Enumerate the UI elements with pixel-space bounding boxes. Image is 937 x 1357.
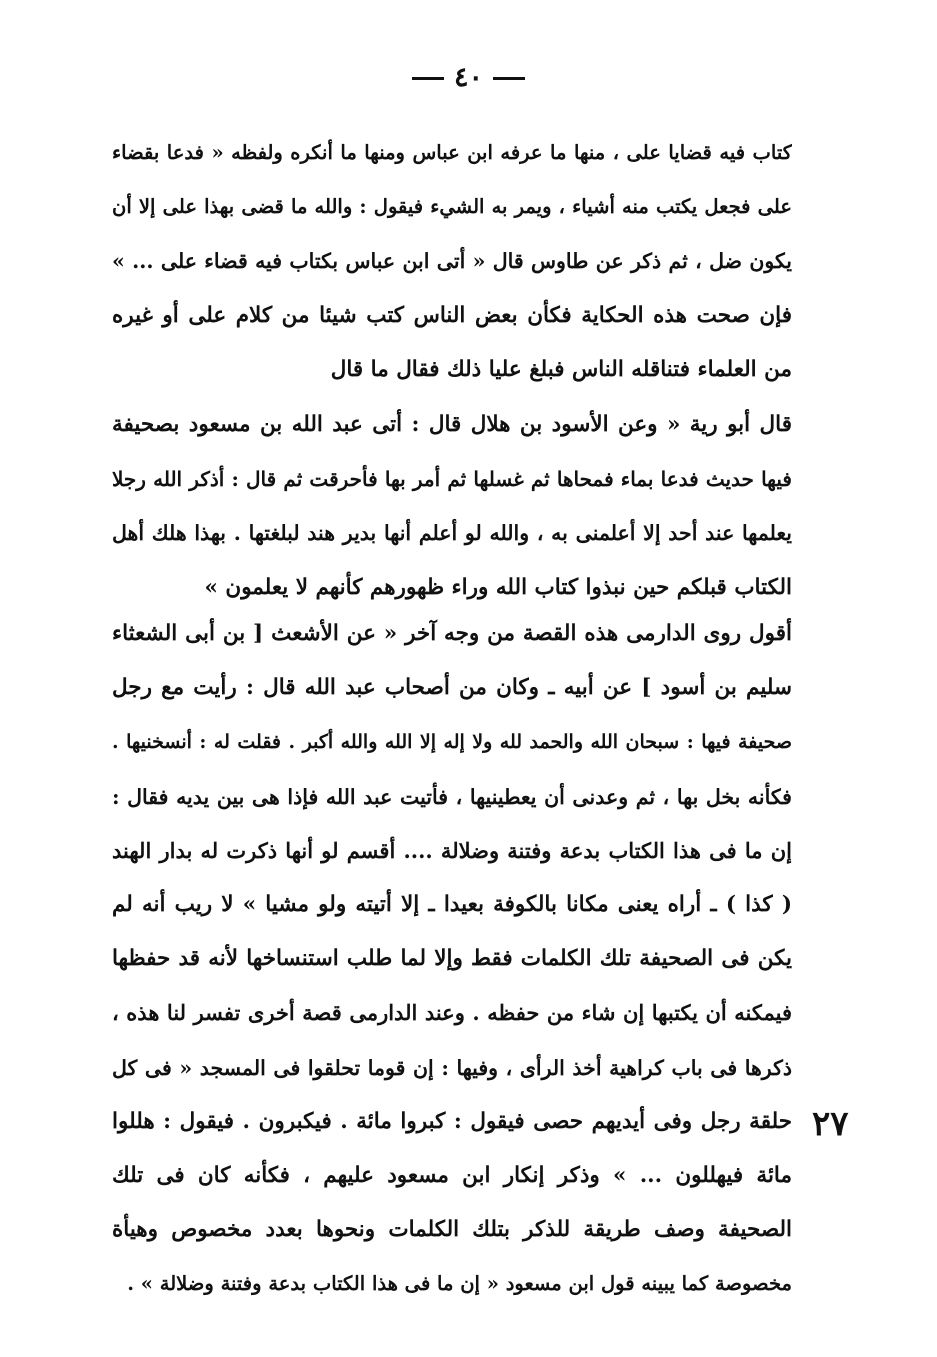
paragraph-1 [112, 126, 792, 397]
paragraph-line: حلقة رجل وفى أيديهم حصى فيقول : كبروا مائة . فيكبرون . فيقول : هللوا [112, 1108, 792, 1134]
paragraph-line: فيها حديث فدعا بماء فمحاها ثم غسلها ثم أمر بها فأحرقت ثم قال : أذكر الله رجلا [112, 467, 792, 492]
paragraph-line: على فجعل يكتب منه أشياء ، ويمر به الشيء فيقول : والله ما قضى بهذا على إلا أن [112, 195, 792, 219]
page-number [0, 62, 937, 93]
page-number-dash-right [493, 77, 525, 80]
paragraph-line: فكأنه بخل بها ، ثم وعدنى أن يعطينيها ، فأتيت عبد الله فإذا هى بين يديه فقال : [112, 784, 792, 809]
paragraph-line: فيمكنه أن يكتبها إن شاء من حفظه . وعند الدارمى قصة أخرى تفسر لنا هذه ، [112, 1000, 792, 1026]
paragraph-line: مخصوصة كما يبينه قول ابن مسعود « إن ما فى هذا الكتاب بدعة وفتنة وضلالة » . [127, 1272, 792, 1296]
paragraph-line: كتاب فيه قضايا على ، منها ما عرفه ابن عباس ومنها ما أنكره ولفظه « فدعا بقضاء [112, 141, 792, 164]
paragraph-line: ( كذا ) ـ أراه يعنى مكانا بالكوفة بعيدا ـ إلا أتيته ولو مشيا » لا ريب أنه لم [112, 892, 792, 918]
paragraph-line: قال أبو رية « وعن الأسود بن هلال قال : أتى عبد الله بن مسعود بصحيفة [112, 412, 792, 437]
paragraph-line: ذكرها فى باب كراهية أخذ الرأى ، وفيها : إن قوما تحلقوا فى المسجد « فى كل [112, 1055, 792, 1080]
paragraph-line: الكتاب قبلكم حين نبذوا كتاب الله وراء ظهورهم كأنهم لا يعلمون » [204, 574, 792, 600]
paragraph-3 [112, 607, 792, 1312]
page-number-text: ٤٠ [453, 62, 483, 93]
paragraph-line: صحيفة فيها : سبحان الله والحمد لله ولا إله إلا الله والله أكبر . فقلت له : أنسخنيها . [112, 731, 792, 754]
page-number-dash-left [412, 77, 444, 80]
paragraph-line: من العلماء فتناقله الناس فبلغ عليا ذلك فقال ما قال [330, 356, 792, 382]
paragraph-2 [112, 398, 792, 615]
paragraph-line: يكن فى الصحيفة تلك الكلمات فقط وإلا لما طلب استنساخها لأنه قد حفظها [112, 946, 792, 972]
paragraph-line: فإن صحت هذه الحكاية فكأن بعض الناس كتب شيئا من كلام على أو غيره [112, 302, 792, 328]
paragraph-line: يكون ضل ، ثم ذكر عن طاوس قال « أتى ابن عباس بكتاب فيه قضاء على ... » [112, 249, 792, 274]
paragraph-line: يعلمها عند أحد إلا أعلمنى به ، والله لو أعلم أنها بدير هند لبلغتها . بهذا هلك أهل [112, 521, 792, 546]
paragraph-line: مائة فيهللون ... » وذكر إنكار ابن مسعود عليهم ، فكأنه كان فى تلك [112, 1163, 792, 1189]
margin-note-number: ٢٧ [812, 1104, 849, 1144]
paragraph-line: الصحيفة وصف طريقة للذكر بتلك الكلمات ونحوها بعدد مخصوص وهيأة [112, 1217, 792, 1243]
paragraph-line: أقول روى الدارمى هذه القصة من وجه آخر « عن الأشعث [ بن أبى الشعثاء [112, 621, 792, 646]
paragraph-line: إن ما فى هذا الكتاب بدعة وفتنة وضلالة .... أقسم لو أنها ذكرت له بدار الهند [112, 837, 792, 863]
paragraph-line: سليم بن أسود ] عن أبيه ـ وكان من أصحاب عبد الله قال : رأيت مع رجل [112, 675, 792, 701]
